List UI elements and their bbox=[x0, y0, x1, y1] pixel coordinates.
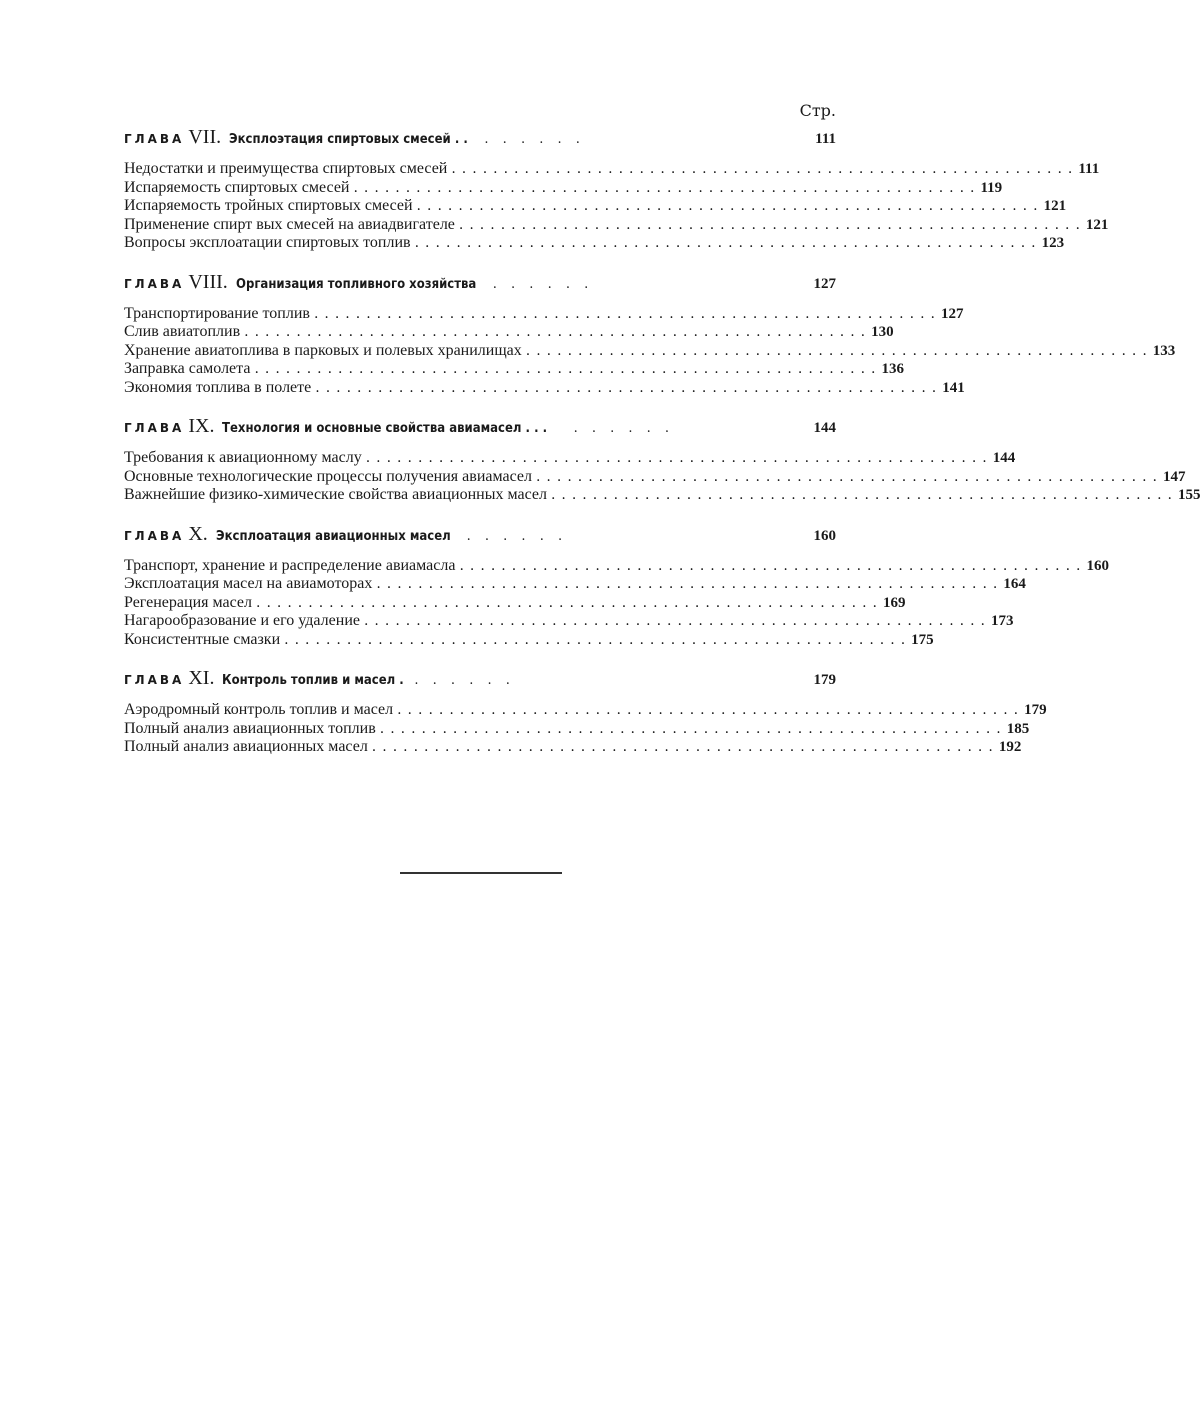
chapter-word: ГЛАВА bbox=[124, 673, 185, 687]
toc-entry bbox=[124, 323, 894, 342]
chapter-title: Эксплоэтация спиртовых смесей . . bbox=[229, 132, 468, 147]
chapter-page: 160 bbox=[813, 527, 836, 544]
entry-page: 111 bbox=[1078, 161, 1100, 177]
chapter-page: 127 bbox=[813, 275, 836, 292]
chapter-page: 144 bbox=[813, 420, 836, 436]
chapter-title: Технология и основные свойства авиамасел . . . bbox=[222, 421, 548, 436]
dot-leader: ............................................................ bbox=[365, 450, 993, 466]
entry-title: Нагарообразование и его удаление bbox=[124, 612, 360, 629]
chapter-word: ГЛАВА bbox=[124, 132, 185, 146]
chapter-entries bbox=[124, 701, 1047, 757]
entry-title: Полный анализ авиационных масел bbox=[124, 738, 368, 755]
dot-leader: ............................................................ bbox=[414, 235, 1042, 251]
chapter-leader: . . . . . . bbox=[573, 421, 675, 436]
chapter-title: Организация топливного хозяйства bbox=[235, 276, 477, 292]
entry-page: 130 bbox=[871, 324, 894, 340]
chapter-entries bbox=[124, 160, 1109, 253]
entry-title: Недостатки и преимущества спиртовых смесей bbox=[124, 160, 448, 177]
toc-entry bbox=[124, 378, 965, 398]
chapter-title: Контроль топлив и масел . bbox=[222, 673, 405, 688]
dot-leader: ............................................................ bbox=[254, 361, 882, 377]
entry-title: Важнейшие физико-химические свойства авиационных масел bbox=[124, 486, 547, 503]
dot-leader: ............................................................ bbox=[315, 379, 943, 396]
dot-leader: ............................................................ bbox=[451, 161, 1079, 177]
toc-entry bbox=[124, 197, 1067, 216]
entry-title: Основные технологические процессы получения авиамасел bbox=[124, 467, 532, 485]
chapter-leader: . . . . . . bbox=[484, 132, 585, 147]
entry-page: 121 bbox=[1085, 216, 1109, 233]
chapter-number: IX. bbox=[188, 415, 215, 437]
toc-entry bbox=[124, 360, 904, 379]
chapter-title: Эксплоатация авиационных масел bbox=[215, 528, 451, 544]
dot-leader: ............................................................ bbox=[284, 631, 912, 648]
entry-title: Испаряемость спиртовых смесей bbox=[124, 178, 350, 196]
entry-page: 169 bbox=[883, 594, 906, 611]
toc-entry bbox=[124, 467, 1186, 487]
chapter-heading bbox=[124, 271, 836, 295]
chapter-heading bbox=[124, 126, 836, 150]
entry-title: Вопросы эксплоатации спиртовых топлив bbox=[124, 234, 411, 251]
chapter-number: VIII. bbox=[188, 270, 228, 293]
dot-leader: ............................................................ bbox=[371, 739, 999, 755]
entry-page: 175 bbox=[911, 631, 934, 648]
entry-page: 185 bbox=[1006, 720, 1030, 737]
entry-title: Экономия топлива в полете bbox=[124, 378, 312, 396]
entry-title: Аэродромный контроль топлив и масел bbox=[124, 701, 394, 718]
toc-entry bbox=[124, 719, 1030, 739]
toc-entry bbox=[124, 593, 906, 613]
toc-entry bbox=[124, 612, 1014, 631]
entry-page: 173 bbox=[991, 613, 1014, 629]
table-of-contents bbox=[124, 100, 1200, 757]
toc-entry bbox=[124, 234, 1065, 253]
chapter-page: 179 bbox=[813, 672, 836, 688]
toc-entry bbox=[124, 701, 1047, 720]
chapter-word: ГЛАВА bbox=[124, 276, 185, 291]
toc-entry bbox=[124, 630, 934, 650]
entry-page: 164 bbox=[1003, 576, 1026, 592]
entry-title: Транспортирование топлив bbox=[124, 304, 310, 322]
chapter-word: ГЛАВА bbox=[124, 528, 185, 543]
chapter-leader: . . . . . . bbox=[466, 528, 568, 544]
chapter-heading bbox=[124, 415, 836, 439]
chapter-entries bbox=[124, 304, 1176, 398]
chapter-word: ГЛАВА bbox=[124, 421, 185, 435]
entry-page: 179 bbox=[1024, 702, 1047, 718]
entry-page: 160 bbox=[1086, 557, 1109, 574]
dot-leader: ............................................................ bbox=[459, 557, 1087, 574]
entry-title: Требования к авиационному маслу bbox=[124, 449, 362, 466]
dot-leader: ............................................................ bbox=[256, 594, 884, 611]
entry-page: 119 bbox=[980, 179, 1003, 196]
entry-page: 192 bbox=[998, 739, 1022, 755]
dot-leader: ............................................................ bbox=[416, 198, 1044, 214]
entry-page: 155 bbox=[1177, 487, 1200, 503]
dot-leader: ............................................................ bbox=[363, 613, 991, 629]
entry-title: Консистентные смазки bbox=[124, 630, 281, 648]
chapter-entries bbox=[124, 556, 1109, 650]
page-column-header: Стр. bbox=[799, 101, 836, 120]
toc-entry bbox=[124, 575, 1026, 594]
entry-page: 123 bbox=[1041, 235, 1065, 251]
dot-leader: ............................................................ bbox=[313, 305, 941, 322]
toc-entry bbox=[124, 215, 1109, 235]
entry-title: Применение спирт вых смесей на авиадвигателе bbox=[124, 215, 455, 233]
entry-title: Хранение авиатоплива в парковых и полевых хранилищах bbox=[124, 341, 522, 359]
toc-entry bbox=[124, 486, 1200, 505]
dot-leader: ............................................................ bbox=[244, 324, 872, 340]
dot-leader: ............................................................ bbox=[550, 487, 1178, 503]
entry-title: Эксплоатация масел на авиамоторах bbox=[124, 575, 373, 592]
dot-leader: ............................................................ bbox=[353, 179, 981, 196]
chapter-number: VII. bbox=[188, 126, 222, 148]
entry-title: Транспорт, хранение и распределение авиамасла bbox=[124, 556, 456, 574]
dot-leader: ............................................................ bbox=[525, 342, 1153, 359]
toc-entry bbox=[124, 304, 964, 324]
chapter-number: XI. bbox=[188, 667, 215, 689]
entry-page: 147 bbox=[1163, 468, 1186, 485]
toc-entry bbox=[124, 556, 1109, 576]
chapter-heading bbox=[124, 523, 836, 547]
entry-title: Регенерация масел bbox=[124, 593, 252, 611]
entry-page: 127 bbox=[940, 305, 964, 322]
chapter-leader: . . . . . . bbox=[414, 673, 515, 688]
closing-rule bbox=[400, 872, 562, 874]
entry-page: 133 bbox=[1152, 342, 1176, 359]
dot-leader: ............................................................ bbox=[379, 720, 1007, 737]
entry-title: Слив авиатоплив bbox=[124, 323, 241, 340]
dot-leader: ............................................................ bbox=[376, 576, 1004, 592]
entry-title: Заправка самолета bbox=[124, 360, 251, 377]
entry-page: 144 bbox=[992, 450, 1016, 466]
toc-entry bbox=[124, 738, 1022, 757]
toc-entry bbox=[124, 449, 1016, 468]
toc-body bbox=[124, 126, 1200, 757]
chapter-leader: . . . . . . bbox=[492, 276, 594, 292]
entry-page: 121 bbox=[1043, 198, 1067, 214]
dot-leader: ............................................................ bbox=[397, 702, 1025, 718]
entry-page: 136 bbox=[881, 361, 904, 377]
toc-entry bbox=[124, 341, 1176, 361]
toc-entry bbox=[124, 178, 1003, 198]
chapter-entries bbox=[124, 449, 1200, 505]
toc-entry bbox=[124, 160, 1100, 179]
entry-page: 141 bbox=[942, 379, 965, 396]
chapter-number: X. bbox=[188, 522, 208, 545]
dot-leader: ............................................................ bbox=[535, 468, 1163, 485]
entry-title: Испаряемость тройных спиртовых смесей bbox=[124, 197, 413, 214]
dot-leader: ............................................................ bbox=[458, 216, 1086, 233]
chapter-heading bbox=[124, 667, 836, 691]
entry-title: Полный анализ авиационных топлив bbox=[124, 719, 376, 737]
chapter-page: 111 bbox=[815, 131, 836, 147]
